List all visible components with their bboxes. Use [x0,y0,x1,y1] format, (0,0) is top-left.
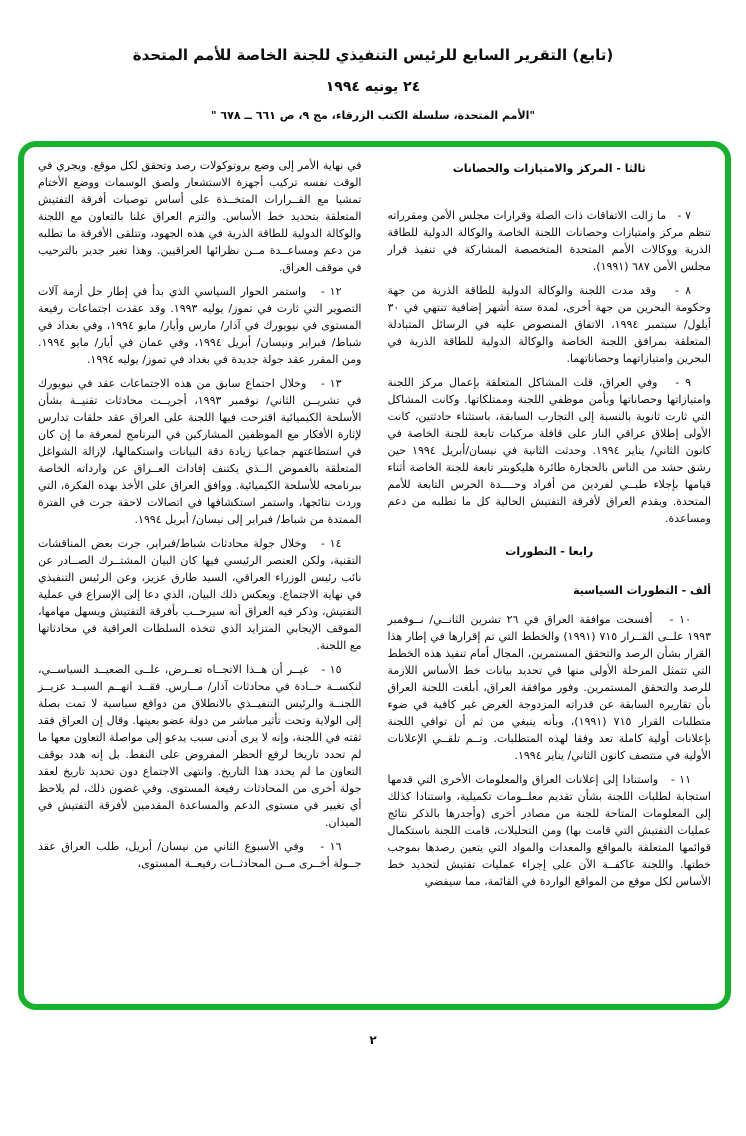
section-heading: رابعا - التطورات [505,545,594,558]
paragraph: ٧ - ما زالت الاتفاقات ذات الصلة وقرارات مجلس الأمن ومقرراته تنظم مركز وامتيازات وحصانات اللجنة الخاصة والوكالة الدولية للطاقة الذرية ووكالات الأمم المتحدة المتخصصة المشاركة في تنفيذ قرار مجلس الأمن ٦٨٧ (١٩٩١). [387,209,711,273]
document-title: (تابع) التقرير السابع للرئيس التنفيذي للجنة الخاصة للأمم المتحدة [132,46,614,64]
paragraph: ٩ - وفي العراق، قلت المشاكل المتعلقة بإعمال مركز اللجنة وامتيازاتها وحصاناتها وبأمن موظفي اللجنة وممتلكاتها. وكانت المشاكل التي ثارت ثانوية بالنسبة إلى التجارب السابقة، باستثناء حادثتين، كانت الأولى إطلاق عراقي النار على قافلة مركبات تابعة للجنة الخاصة في كانون الثاني/ يناير ١٩٩٤. وحدثت الثانية في نيسان/أبريل ١٩٩٤ حين رشق حشد من الناس بالحجارة طائرة هليكوبتر تابعة للجنة الخاصة أثناء قيامها بإجلاء طبــي لفردين من أفراد وحــــدة الحرس التابعة للأمم المتحدة. ويقدم العراق لأفرقة التفتيش الحالية كل ما تطلبه من دعم ومساعدة. [387,376,711,525]
section-heading: ألف - التطورات السياسية [573,584,711,597]
paragraph: ١٢ - واستمر الحوار السياسي الذي بدأ في إطار حل أزمة آلات التصوير التي ثارت في تموز/ يوليه ١٩٩٣. وقد عقدت اجتماعات رفيعة المستوى في نيويورك في آذار/ مارس وأيار/ مايو ١٩٩٤، وفي بغداد في شباط/ فبراير ونيسان/ أبريل ١٩٩٤، وفي عمان في أيار/ مايو ١٩٩٤. ومن المقرر عقد جولة جديدة في بغداد في تموز/ يوليه ١٩٩٤. [38,285,362,366]
section-heading: ثالثا - المركز والامتيازات والحصانات [452,162,646,175]
two-column-layout [24,147,725,1004]
paragraph: ١٥ - غيــر أن هــذا الاتجــاه تعــرض، علــى الصعيــد السياســي، لنكســة حــادة في محادثات آذار/ مــارس. فقــد اتهــم السيــد عزيــز اللجنــة والرئيس التنفيــذي بالانطلاق من دوافع سياسية لا تمت بصلة إلى الولاية وتحت تأثير مباشر من دولة عضو بعينها. وقال إن العراق فقد ثقته في اللجنة، وإنه لا يرى أدنى سبب يدعو إلى مواصلة التعاون معها ما لم تحدد تاريخا لرفع الحظر المفروض على النفط. بل إنه هدد بوقف التعاون ما لم يحدد هذا التاريخ. وانتهى الاجتماع دون تحديد تاريخ لعقد جولة أخرى من المحادثات رفيعة المستوى. وفي غضون ذلك، لم يلاحظ أي تغيير في مستوى الدعم والمساعدة المقدمين لأفرقة التفتيش في الميدان. [38,663,362,829]
content-frame [18,141,731,1010]
paragraph: ٨ - وقد مدت اللجنة والوكالة الدولية للطاقة الذرية من جهة وحكومة البحرين من جهة أخرى، لمدة ستة أشهر إضافية تنتهي في ٣٠ أيلول/ سبتمبر ١٩٩٤، الاتفاق المنصوص عليه في الرسائل المتبادلة المتعلقة بمرافق اللجنة الخاصة والوكالة الدولية للطاقة الذرية في البحرين وامتيازاتهما وحصاناتهما. [387,284,711,365]
paragraph: ١١ - واستنادا إلى إعلانات العراق والمعلومات الأخرى التي قدمها استجابة لطلبات اللجنة بشأن تقديم معلــومات تكميلية، واستنادا كذلك إلى المعلومات المتاحة للجنة من مصادر أخرى (وأجدرها بالذكر نتائج عمليات التفتيش التي قامت بها) ومن التحليلات، قامت اللجنة باستكمال قوائمها المتعلقة بالمواقع والمعدات والمواد التي يتعين رصدها بموجب خطتها. واللجنة عاكفــة الآن على إجراء عمليات تفتيش لتحديد خط الأساس لكل موقع من المواقع الواردة في القائمة، مما سيفضي [387,773,711,888]
paragraph: في نهاية الأمر إلى وضع بروتوكولات رصد وتحقق لكل موقع. ويجري في الوقت نفسه تركيب أجهزة الاستشعار ولصق الوسمات ووضع الأختام تمشيا مع القــرارات المتخــذة على أساس توصيات أفرقة التفتيش المتعلقة بتحديد خط الأساس. والتزم العراق علنا بالتعاون مع اللجنة والوكالة الدولية للطاقة الذرية في هذه الجهود، وتتلقى الأفرقة ما تطلبه من دعم ومساعــدة مــن نظرائها العراقيين. وهذا تغير جدير بالترحيب في موقف العراق. [38,159,362,274]
paragraph: ١٠ - أفسحت موافقة العراق في ٢٦ تشرين الثانــي/ نــوفمبر ١٩٩٣ علــى القــرار ٧١٥ (١٩٩١) والخطط التي تم إقرارها في إطار هذا القرار بشأن الرصد والتحقق المستمرين، المجال أمام تنفيذ هذه الخطط التي تتمثل المرحلة الأولى منها في تحديد بيانات خط الأساس اللازمة للرصد والتحقق المستمرين. وفور موافقة العراق، أبلغت اللجنة العراق بأن تقاريره السابقة عن قدراته المزدوجة الغرض غير كافية في ضوء متطلبات القرار ٧١٥ (١٩٩١)، وبأنه ينبغي من ثم أن توافي اللجنة بإعلانات أولية كاملة تعد وفقا لهذه المتطلبات. وتــم تلقــي الإعلانات الأولية في منتصف كانون الثاني/ يناير ١٩٩٤. [387,613,711,762]
column-left [38,157,362,996]
column-right [388,157,712,996]
paragraph: ١٣ - وخلال اجتماع سابق من هذه الاجتماعات عقد في نيويورك في تشريــن الثاني/ نوفمبر ١٩٩٣، أجريــت محادثات تقنيــة بشأن الأسلحة الكيميائية اقترحت فيها اللجنة على العراق عقد حلقات تدارس لإثارة الأفكار مع الموظفين المشاركين في البرنامج لمعرفة ما إن كان في استطاعتهم جماعيا زيادة دقة البيانات واستكمالها، لإزالة الشواغل المتعلقة بالغموض الــذي يكتنف إفادات العــراق عن وارداته الخاصة ببرنامجه للأسلحة الكيميائية. ووافق العراق على الأخذ بهذه الفكرة، التي وردت نتائجها، واستمر استكشافها في اتصالات لاحقة جرت في الفترة الممتدة من شباط/ فبراير إلى نيسان/ أبريل ١٩٩٤. [38,377,362,526]
document-header [0,46,746,122]
document-date: ٢٤ يونيه ١٩٩٤ [325,79,421,95]
document-source-citation: "الأمم المتحدة، سلسلة الكتب الزرقاء، مج ٩، ص ٦٦١ ــ ٦٧٨ " [210,109,536,122]
paragraph: ١٤ - وخلال جولة محادثات شباط/فبراير، جرت بعض المناقشات التقنية، ولكن العنصر الرئيسي فيها كان البيان المشتــرك الصــادر عن نائب رئيس الوزراء العراقي، السيد طارق عزيز، وعن الرئيس التنفيذي في نهاية الاجتماع. ويعكس ذلك البيان، الذي دعا إلى الإسراع في عملية التفتيش، وذكر فيه العراق أنه سيرحــب بأفرقة التفتيش ويسهل مهامها، الموقف الإيجابي المتزايد الذي تتخذه السلطات العراقية في محادثاتها مع اللجنة. [38,537,362,652]
page-number: ٢ [369,1033,377,1047]
paragraph: ١٦ - وفي الأسبوع الثاني من نيسان/ أبريل، طلب العراق عقد جــولة أخــرى مــن المحادثــات رفيعــة المستوى، [38,840,362,870]
